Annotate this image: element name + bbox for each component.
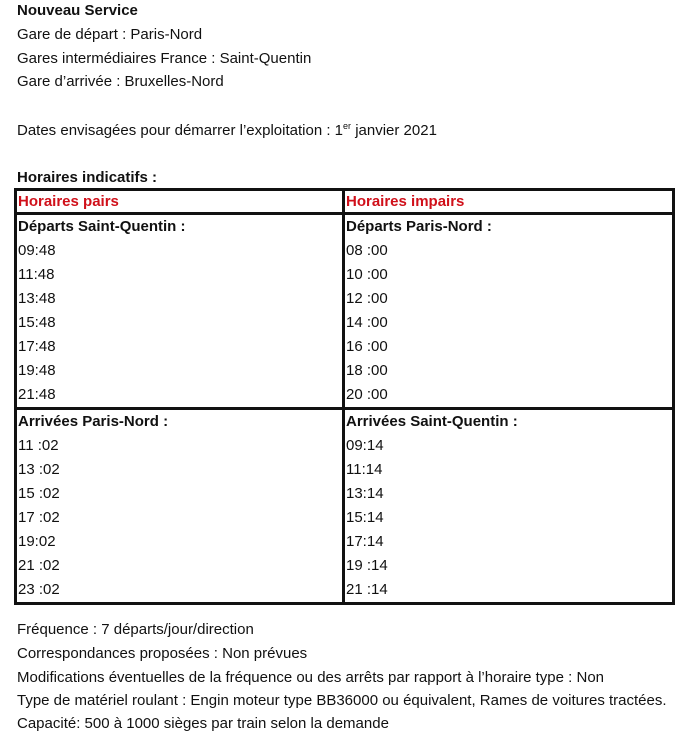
table-row: [16, 530, 674, 554]
frequency: Fréquence : 7 départs/jour/direction: [17, 621, 254, 638]
time-cell: 13:14: [344, 482, 674, 506]
table-row: [16, 311, 674, 335]
table-row: [16, 482, 674, 506]
arrival-station: Gare d’arrivée : Bruxelles-Nord: [17, 73, 224, 90]
time-cell: 09:48: [16, 239, 344, 263]
document-title: Nouveau Service: [17, 2, 138, 19]
time-cell: 14 :00: [344, 311, 674, 335]
time-cell: 18 :00: [344, 359, 674, 383]
time-cell: 20 :00: [344, 383, 674, 409]
time-cell: 17:48: [16, 335, 344, 359]
time-cell: 15:14: [344, 506, 674, 530]
table-row: [16, 383, 674, 409]
time-cell: 19 :14: [344, 554, 674, 578]
schedule-title: Horaires indicatifs :: [17, 169, 158, 186]
time-cell: 11:14: [344, 458, 674, 482]
table-row: [16, 578, 674, 604]
table-row: [16, 359, 674, 383]
time-cell: 19:02: [16, 530, 344, 554]
start-date-prefix: Dates envisagées pour démarrer l’exploitation : 1: [17, 122, 344, 139]
section-label: Départs Saint-Quentin :: [16, 214, 344, 240]
time-cell: 11 :02: [16, 434, 344, 458]
section-label-row: [16, 214, 674, 240]
section-label: Départs Paris-Nord :: [344, 214, 674, 240]
column-header-odd: Horaires impairs: [344, 190, 674, 214]
time-cell: 13:48: [16, 287, 344, 311]
time-cell: 12 :00: [344, 287, 674, 311]
departure-station: Gare de départ : Paris-Nord: [17, 26, 203, 43]
time-cell: 10 :00: [344, 263, 674, 287]
capacity: Capacité: 500 à 1000 sièges par train selon la demande: [17, 715, 389, 732]
schedule-table: [14, 188, 675, 605]
schedule-header-row: [16, 190, 674, 214]
time-cell: 15:48: [16, 311, 344, 335]
section-label-row: [16, 409, 674, 435]
table-row: [16, 263, 674, 287]
time-cell: 21:48: [16, 383, 344, 409]
section-label: Arrivées Saint-Quentin :: [344, 409, 674, 435]
intermediate-stations: Gares intermédiaires France : Saint-Quentin: [17, 50, 312, 67]
time-cell: 11:48: [16, 263, 344, 287]
section-label: Arrivées Paris-Nord :: [16, 409, 344, 435]
time-cell: 17 :02: [16, 506, 344, 530]
table-row: [16, 335, 674, 359]
table-row: [16, 434, 674, 458]
time-cell: 13 :02: [16, 458, 344, 482]
table-row: [16, 506, 674, 530]
time-cell: 16 :00: [344, 335, 674, 359]
time-cell: 21 :14: [344, 578, 674, 604]
start-date: [17, 121, 437, 141]
rolling-stock: Type de matériel roulant : Engin moteur type BB36000 ou équivalent, Rames de voitures tractées.: [17, 692, 667, 709]
start-date-superscript: er: [343, 121, 352, 131]
table-row: [16, 554, 674, 578]
table-row: [16, 239, 674, 263]
time-cell: 09:14: [344, 434, 674, 458]
connections: Correspondances proposées : Non prévues: [17, 645, 308, 662]
table-row: [16, 458, 674, 482]
time-cell: 19:48: [16, 359, 344, 383]
time-cell: 08 :00: [344, 239, 674, 263]
start-date-suffix: janvier 2021: [351, 122, 437, 139]
time-cell: 21 :02: [16, 554, 344, 578]
time-cell: 15 :02: [16, 482, 344, 506]
time-cell: 23 :02: [16, 578, 344, 604]
modifications: Modifications éventuelles de la fréquence ou des arrêts par rapport à l’horaire type : Non: [17, 669, 604, 686]
column-header-even: Horaires pairs: [16, 190, 344, 214]
time-cell: 17:14: [344, 530, 674, 554]
table-row: [16, 287, 674, 311]
